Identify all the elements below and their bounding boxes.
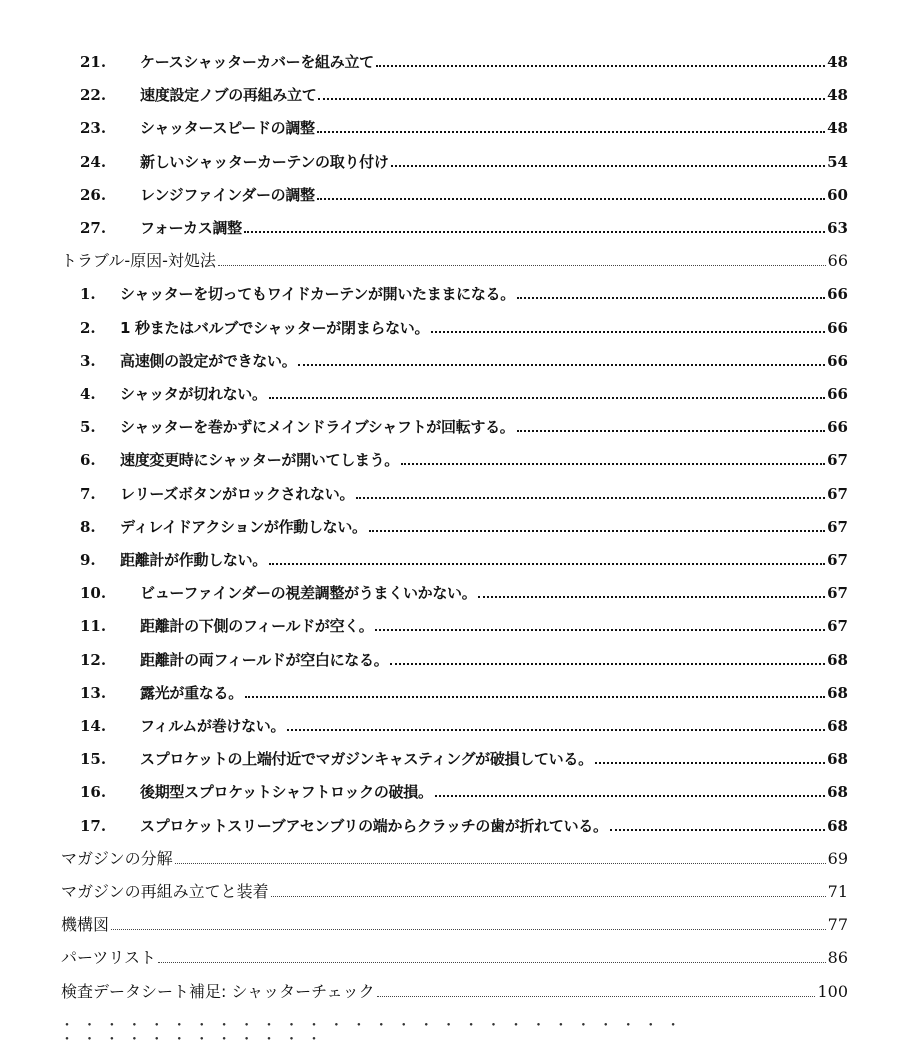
toc-entry-number: 23.: [80, 119, 107, 138]
toc-entry[interactable]: [0, 407, 901, 437]
toc-entry-page-number: 100: [817, 981, 848, 1001]
toc-entry-page-number: 67: [827, 484, 848, 503]
dot-leader: [158, 962, 826, 963]
toc-entry-page-number: 68: [827, 717, 848, 735]
toc-entry-page-number: 68: [827, 683, 848, 702]
toc-entry-number: 5.: [80, 418, 96, 437]
toc-entry-number: 21.: [80, 53, 107, 71]
dot-leader: [244, 231, 825, 233]
toc-entry-title: 新しいシャッターカーテンの取り付け: [140, 152, 389, 171]
toc-entry-title: トラブル-原因-対処法: [61, 251, 216, 271]
toc-entry-number: 12.: [80, 650, 107, 669]
dot-leader: [610, 829, 825, 831]
dot-leader: [517, 430, 826, 432]
dot-leader: [401, 463, 825, 465]
toc-entry-page-number: 63: [827, 219, 848, 237]
toc-entry-page-number: 66: [827, 385, 848, 403]
toc-entry-title: 距離計の両フィールドが空白になる。: [140, 650, 389, 669]
toc-entry-title: ビューファインダーの視差調整がうまくいかない。: [140, 584, 477, 603]
toc-entry-page-number: 67: [827, 517, 848, 536]
toc-entry[interactable]: [0, 739, 901, 769]
toc-entry-number: 1.: [80, 285, 96, 304]
toc-entry-title: 距離計の下側のフィールドが空く。: [140, 617, 374, 636]
toc-entry-number: 13.: [80, 683, 107, 702]
toc-entry[interactable]: [0, 374, 901, 404]
toc-entry-number: 9.: [80, 551, 96, 569]
toc-entry[interactable]: [0, 341, 901, 371]
toc-entry-page-number: 67: [827, 551, 848, 569]
toc-entry-number: 24.: [80, 152, 107, 171]
toc-entry-number: 4.: [80, 385, 96, 403]
toc-entry[interactable]: [0, 706, 901, 736]
toc-entry-title: ケースシャッターカバーを組み立て: [140, 53, 374, 71]
toc-entry-number: 11.: [80, 617, 107, 636]
toc-entry-title: 1 秒またはバルブでシャッターが閉まらない。: [120, 318, 430, 337]
toc-entry[interactable]: [0, 108, 901, 138]
dot-leader: [287, 729, 825, 731]
dot-leader: [269, 397, 825, 399]
dot-leader: [356, 497, 825, 499]
toc-entry-page-number: 48: [827, 119, 848, 138]
dot-leader: [317, 131, 825, 133]
toc-entry-title: マガジンの分解: [61, 848, 173, 868]
toc-entry-title: シャッタが切れない。: [120, 385, 267, 403]
toc-entry-number: 27.: [80, 219, 107, 237]
toc-entry-title: スプロケットの上端付近でマガジンキャスティングが破損している。: [140, 750, 593, 769]
toc-entry-title: レリーズボタンがロックされない。: [120, 484, 355, 503]
toc-entry[interactable]: [0, 640, 901, 670]
toc-entry-title: 距離計が作動しない。: [120, 551, 268, 569]
toc-entry-title: 高速側の設定ができない。: [120, 351, 297, 370]
dot-leader: [376, 65, 825, 67]
toc-entry-page-number: 66: [827, 251, 848, 271]
toc-entry-number: 6.: [80, 451, 96, 470]
dot-leader: [269, 563, 825, 565]
toc-entry-title: シャッタースピードの調整: [140, 119, 315, 138]
toc-entry-page-number: 66: [827, 285, 848, 304]
toc-entry[interactable]: [0, 905, 901, 935]
toc-entry-title: シャッターを切ってもワイドカーテンが開いたままになる。: [120, 285, 515, 304]
toc-entry-title: マガジンの再組み立てと装着: [61, 882, 269, 901]
toc-entry[interactable]: [0, 474, 901, 504]
dot-leader: [595, 762, 825, 764]
toc-entry-title: 露光が重なる。: [140, 683, 243, 702]
toc-entry-title: ディレイドアクションが作動しない。: [120, 517, 367, 536]
toc-entry-page-number: 66: [827, 351, 848, 370]
toc-entry-title: スプロケットスリーブアセンブリの端からクラッチの歯が折れている。: [140, 816, 608, 835]
toc-entry-page-number: 69: [827, 848, 848, 868]
dot-leader: [369, 530, 825, 532]
toc-entry-page-number: 68: [827, 783, 848, 802]
toc-entry-number: 15.: [80, 750, 107, 769]
toc-entry-page-number: 54: [827, 152, 848, 171]
toc-entry[interactable]: [0, 540, 901, 570]
toc-entry-number: 26.: [80, 185, 107, 204]
cut-off-text-line: ・ ・ ・ ・ ・ ・ ・ ・ ・ ・ ・ ・ ・ ・ ・ ・ ・ ・ ・ ・ ・ ・ ・ ・ ・ ・ ・ ・ ・ ・ ・ ・ ・ ・ ・ ・ ・ ・ ・ ・: [60, 1018, 683, 1048]
toc-entry[interactable]: [0, 208, 901, 238]
dot-leader: [377, 996, 816, 997]
toc-entry-page-number: 68: [827, 750, 848, 769]
toc-entry-page-number: 71: [827, 882, 848, 901]
toc-entry-page-number: 67: [827, 584, 848, 603]
toc-entry-number: 16.: [80, 783, 107, 802]
toc-entry-title: 機構図: [61, 915, 110, 935]
toc-entry-title: フィルムが巻けない。: [140, 717, 286, 735]
toc-entry-page-number: 66: [827, 418, 848, 437]
toc-entry-title: 検査データシート補足: シャッターチェック: [61, 981, 375, 1001]
toc-entry-number: 14.: [80, 717, 107, 735]
toc-entry-title: 速度設定ノブの再組み立て: [140, 86, 317, 105]
toc-entry[interactable]: [0, 872, 901, 902]
toc-entry-number: 10.: [80, 584, 107, 603]
toc-entry-page-number: 86: [827, 948, 848, 968]
toc-entry-number: 3.: [80, 351, 96, 370]
toc-entry[interactable]: [0, 772, 901, 802]
toc-entry-number: 7.: [80, 484, 96, 503]
toc-entry[interactable]: [0, 274, 901, 304]
toc-entry-title: フォーカス調整: [140, 219, 242, 237]
dot-leader: [111, 929, 826, 930]
toc-entry-title: レンジファインダーの調整: [140, 185, 315, 204]
dot-leader: [245, 696, 825, 698]
dot-leader: [431, 331, 825, 333]
dot-leader: [478, 596, 825, 598]
toc-entry[interactable]: [0, 440, 901, 470]
dot-leader: [435, 795, 825, 797]
dot-leader: [317, 198, 825, 200]
toc-entry[interactable]: [0, 839, 901, 869]
dot-leader: [298, 364, 825, 366]
toc-entry[interactable]: [0, 175, 901, 205]
dot-leader: [375, 629, 825, 631]
toc-entry[interactable]: [0, 806, 901, 836]
dot-leader: [218, 265, 826, 266]
toc-entry[interactable]: [0, 573, 901, 603]
toc-entry[interactable]: [0, 972, 901, 1002]
toc-entry-title: パーツリスト: [61, 948, 157, 968]
toc-entry-page-number: 68: [827, 816, 848, 835]
toc-entry-page-number: 68: [827, 650, 848, 669]
toc-entry-number: 22.: [80, 86, 107, 105]
toc-entry[interactable]: [0, 142, 901, 172]
dot-leader: [517, 297, 825, 299]
toc-entry-title: 後期型スプロケットシャフトロックの破損。: [140, 783, 433, 802]
toc-entry[interactable]: [0, 308, 901, 338]
toc-entry[interactable]: [0, 606, 901, 636]
dot-leader: [175, 863, 826, 864]
dot-leader: [390, 663, 825, 665]
toc-entry[interactable]: [0, 938, 901, 968]
toc-entry-page-number: 60: [827, 185, 848, 204]
toc-entry-page-number: 66: [827, 318, 848, 337]
toc-entry-page-number: 48: [827, 53, 848, 71]
toc-entry[interactable]: [0, 673, 901, 703]
toc-entry[interactable]: [0, 42, 901, 72]
toc-entry-page-number: 77: [827, 915, 848, 935]
toc-entry-title: 速度変更時にシャッターが開いてしまう。: [120, 451, 400, 470]
toc-entry-page-number: 67: [827, 451, 848, 470]
dot-leader: [271, 896, 826, 897]
toc-entry-number: 8.: [80, 517, 96, 536]
dot-leader: [318, 98, 825, 100]
toc-entry-title: シャッターを巻かずにメインドライブシャフトが回転する。: [120, 418, 515, 437]
toc-entry[interactable]: [0, 507, 901, 537]
dot-leader: [391, 165, 826, 167]
toc-entry-number: 17.: [80, 816, 107, 835]
toc-entry[interactable]: [0, 75, 901, 105]
toc-entry-number: 2.: [80, 318, 96, 337]
toc-entry-page-number: 67: [827, 617, 848, 636]
toc-entry[interactable]: [0, 241, 901, 271]
toc-entry-page-number: 48: [827, 86, 848, 105]
